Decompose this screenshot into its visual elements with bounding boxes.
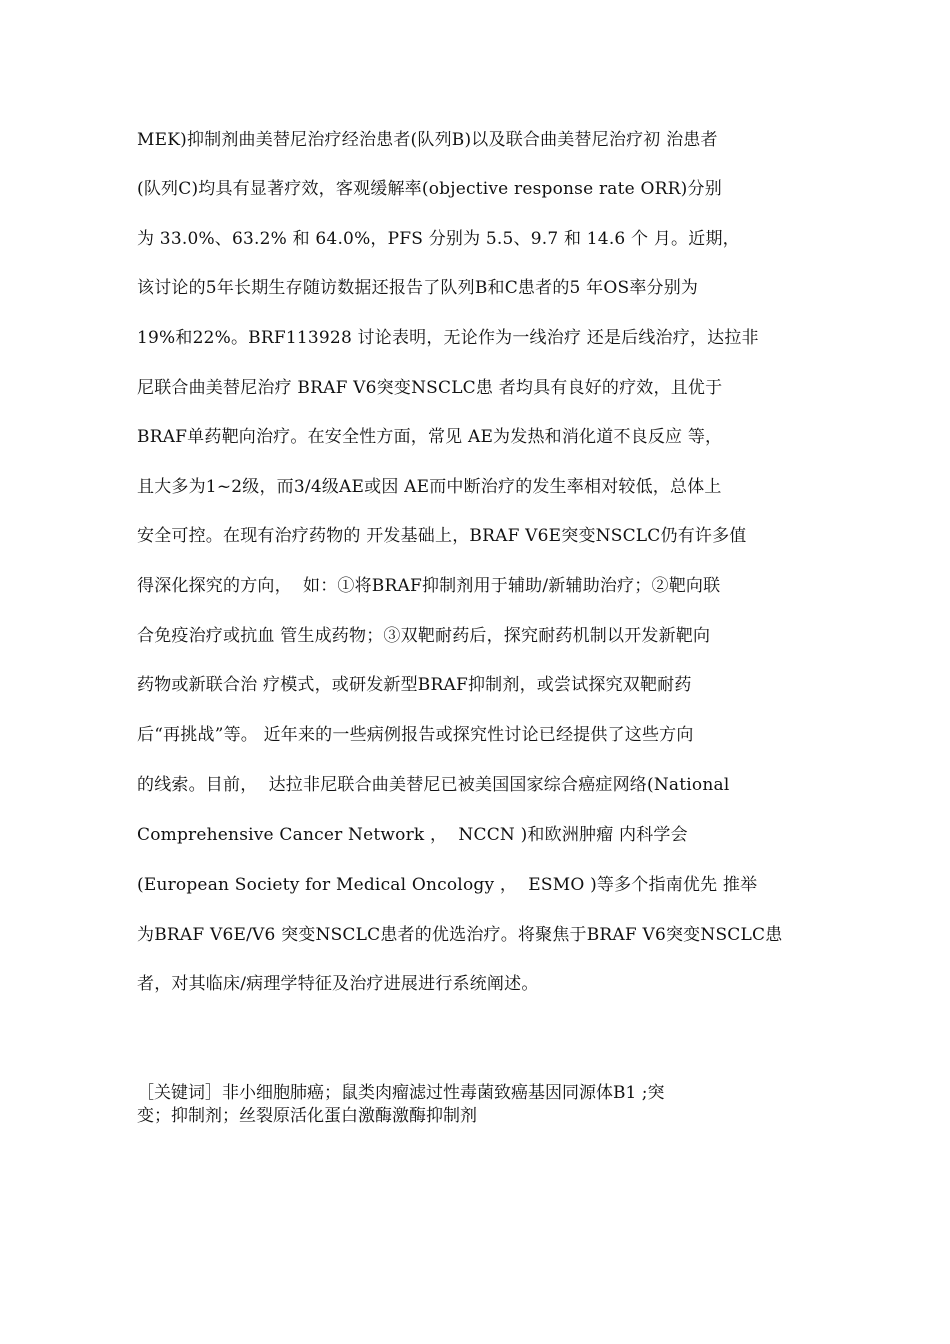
- body-line: (队列C)均具有显著疗效，客观缓解率(objective response rate ORR)分别: [137, 179, 722, 199]
- body-line: BRAF单药靶向治疗。在安全性方面，常见 AE为发热和消化道不良反应 等，: [137, 427, 723, 447]
- body-line: 者，对其临床/病理学特征及治疗进展进行系统阐述。: [137, 974, 539, 994]
- body-line: 得深化探究的方向， 如：①将BRAF抑制剂用于辅助/新辅助治疗；②靶向联: [137, 576, 721, 596]
- body-line: 19%和22%。BRF113928 讨论表明，无论作为一线治疗 还是后线治疗，达拉非: [137, 328, 759, 348]
- body-line: 为 33.0%、63.2% 和 64.0%，PFS 分别为 5.5、9.7 和 14.6 个 月。近期，: [137, 229, 740, 249]
- body-line: 为BRAF V6E/V6 突变NSCLC患者的优选治疗。将聚焦于BRAF V6突变NSCLC患: [137, 925, 783, 945]
- body-line: 后“再挑战”等。 近年来的一些病例报告或探究性讨论已经提供了这些方向: [137, 725, 694, 745]
- body-line: MEK)抑制剂曲美替尼治疗经治患者(队列B)以及联合曲美替尼治疗初 治患者: [137, 130, 718, 150]
- body-line: Comprehensive Cancer Network ， NCCN )和欧洲肿瘤 内科学会: [137, 825, 688, 845]
- body-line: 该讨论的5年长期生存随访数据还报告了队列B和C患者的5 年OS率分别为: [137, 278, 699, 298]
- body-line: 且大多为1~2级，而3/4级AE或因 AE而中断治疗的发生率相对较低，总体上: [137, 477, 722, 497]
- body-line: 安全可控。在现有治疗药物的 开发基础上，BRAF V6E突变NSCLC仍有许多值: [137, 526, 747, 546]
- keywords-line: ［关键词］非小细胞肺癌；鼠类肉瘤滤过性毒菌致癌基因同源体B1 ;突: [137, 1083, 665, 1103]
- body-line: 尼联合曲美替尼治疗 BRAF V6突变NSCLC患 者均具有良好的疗效，且优于: [137, 378, 723, 398]
- body-line: 药物或新联合治 疗模式，或研发新型BRAF抑制剂，或尝试探究双靶耐药: [137, 675, 692, 695]
- body-line: 合免疫治疗或抗血 管生成药物；③双靶耐药后，探究耐药机制以开发新靶向: [137, 626, 711, 646]
- body-line: 的线索。目前， 达拉非尼联合曲美替尼已被美国国家综合癌症网络(National: [137, 775, 730, 795]
- body-line: (European Society for Medical Oncology ， ESMO )等多个指南优先 推举: [137, 875, 758, 895]
- keywords-line: 变；抑制剂；丝裂原活化蛋白激酶激酶抑制剂: [137, 1106, 477, 1126]
